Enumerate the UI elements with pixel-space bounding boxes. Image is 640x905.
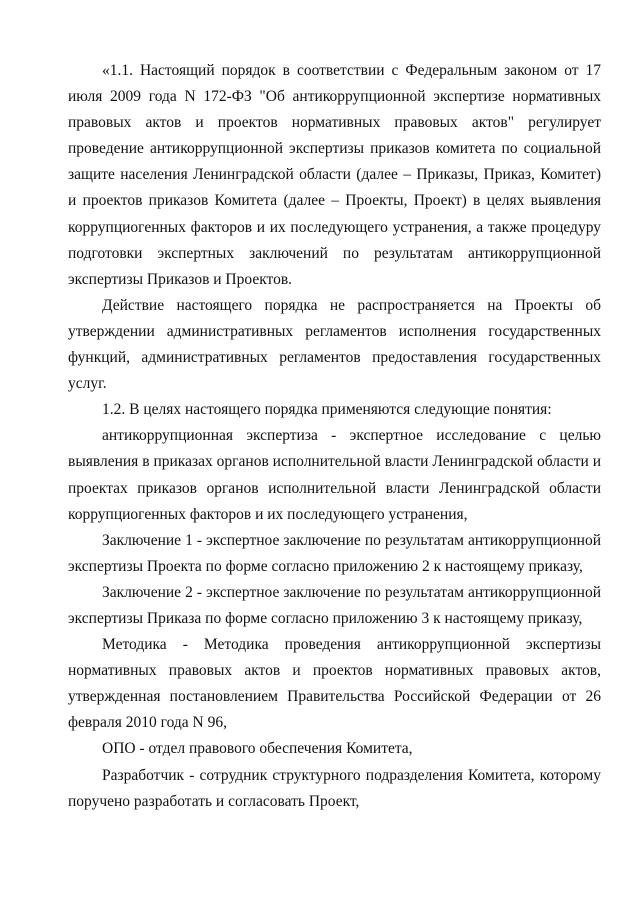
definition-opo: ОПО - отдел правового обеспечения Комитета, (102, 740, 413, 758)
definition-conclusion-2: Заключение 2 - экспертное заключение по результатам антикоррупционной экспертизы Приказа по форме согласно приложению 3 к настоящему приказу, (68, 583, 601, 627)
document-body (68, 58, 601, 815)
definition-methodology: Методика - Методика проведения антикоррупционной экспертизы нормативных правовых актов и проектов нормативных правовых актов, утвержденная постановлением Правительства Российской Федерации от 26 февраля 2010 года N 96, (68, 636, 601, 732)
definition-anticorruption-expertise: антикоррупционная экспертиза - экспертное исследование с целью выявления в приказах органов исполнительной власти Ленинградской области и проектах приказов органов исполнительной власти Ленинградской области коррупциогенных факторов и их последующего устранения, (68, 427, 601, 523)
paragraph-scope-exclusion: Действие настоящего порядка не распространяется на Проекты об утверждении административных регламентов исполнения государственных функций, административных регламентов предоставления государственных услуг. (68, 296, 601, 393)
definition-conclusion-1: Заключение 1 - экспертное заключение по результатам антикоррупционной экспертизы Проекта по форме согласно приложению 2 к настоящему приказу, (68, 531, 601, 575)
paragraph-1-1: «1.1. Настоящий порядок в соответствии с Федеральным законом от 17 июля 2009 года N 172-ФЗ "Об антикоррупционной экспертизе нормативных правовых актов и проектов нормативных правовых актов" регулирует проведение антикоррупционной экспертизы приказов комитета по социальной защите населения Ленинградской области (далее – Приказы, Приказ, Комитет) и проектов приказов Комитета (далее – Проекты, Проект) в целях выявления коррупциогенных факторов и их последующего устранения, а также процедуру подготовки экспертных заключений по результатам антикоррупционной экспертизы Приказов и Проектов. (68, 62, 601, 288)
definition-developer: Разработчик - сотрудник структурного подразделения Комитета, которому поручено разработать и согласовать Проект, (68, 766, 601, 810)
paragraph-1-2: 1.2. В целях настоящего порядка применяются следующие понятия: (102, 401, 552, 419)
